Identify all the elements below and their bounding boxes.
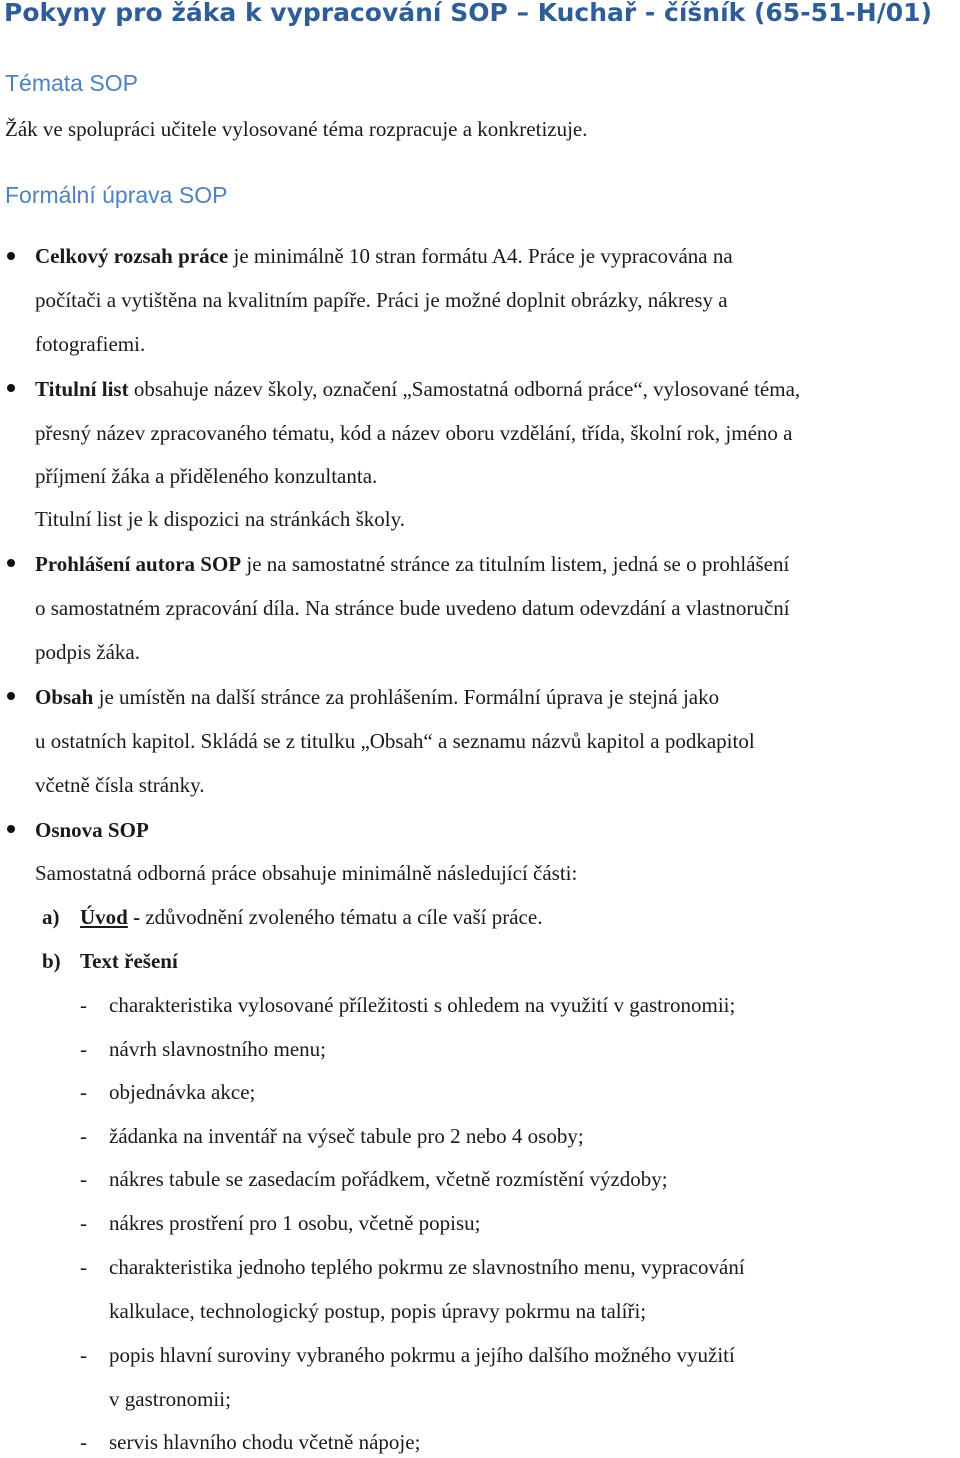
text-reseni-term: Text řešení [80,949,178,973]
titulni-line-4: Titulní list je k dispozici na stránkách školy. [35,507,406,531]
obsah-line-2: u ostatních kapitol. Skládá se z titulku „Obsah“ a seznamu názvů kapitol a podkapitol [35,729,755,753]
prohlaseni-text-1: je na samostatné stránce za titulním listem, jedná se o prohlášení [241,552,790,576]
reseni-item: nákres prostření pro 1 osobu, včetně popisu; [109,1211,481,1235]
dash-marker: - [80,1211,87,1235]
rozsah-term: Celkový rozsah práce [35,244,229,268]
document-title: Pokyny pro žáka k vypracování SOP – Kuchař - číšník (65-51-H/01) [4,0,933,27]
titulni-line-3: příjmení žáka a přiděleného konzultanta. [35,464,378,488]
list-label-b: b) [42,949,61,973]
dash-marker: - [80,1430,87,1454]
obsah-text-1: je umístěn na další stránce za prohlášením. Formální úprava je stejná jako [93,685,720,709]
bullet-icon [7,692,15,700]
dash-marker: - [80,1255,87,1279]
titulni-term: Titulní list [35,377,129,401]
rozsah-text-1: je minimálně 10 stran formátu A4. Práce je vypracována na [228,244,733,268]
bullet-icon [7,559,15,567]
titulni-line-2: přesný název zpracovaného tématu, kód a název oboru vzdělání, třída, školní rok, jméno a [35,421,793,445]
dash-marker: - [80,1167,87,1191]
uvod-separator: - [127,905,146,929]
dash-marker: - [80,1343,87,1367]
reseni-item: charakteristika jednoho teplého pokrmu ze slavnostního menu, vypracování [109,1255,745,1279]
heading-formalni: Formální úprava SOP [5,182,228,208]
reseni-item: nákres tabule se zasedacím pořádkem, včetně rozmístění výzdoby; [109,1167,668,1191]
bullet-icon [7,825,15,833]
obsah-line-3: včetně čísla stránky. [35,773,205,797]
reseni-item: žádanka na inventář na výseč tabule pro 2 nebo 4 osoby; [109,1124,584,1148]
prohlaseni-line-3: podpis žáka. [35,640,140,664]
titulni-text-1: obsahuje název školy, označení „Samostatná odborná práce“, vylosované téma, [128,377,801,401]
prohlaseni-line-1 [35,552,789,576]
dash-marker: - [80,1037,87,1061]
rozsah-line-1 [35,244,733,268]
dash-marker: - [80,1124,87,1148]
reseni-item: objednávka akce; [109,1080,256,1104]
uvod-term: Úvod [80,905,128,929]
reseni-item: návrh slavnostního menu; [109,1037,326,1061]
osnova-intro: Samostatná odborná práce obsahuje minimálně následující části: [35,861,578,885]
dash-marker: - [80,993,87,1017]
prohlaseni-line-2: o samostatném zpracování díla. Na stránce bude uvedeno datum odevzdání a vlastnoruční [35,596,790,620]
obsah-term: Obsah [35,685,94,709]
heading-temata: Témata SOP [5,70,138,96]
rozsah-line-2: počítači a vytištěna na kvalitním papíře. Práci je možné doplnit obrázky, nákresy a [35,288,728,312]
dash-marker: - [80,1080,87,1104]
obsah-line-1 [35,685,719,709]
uvod-text: zdůvodnění zvoleného tématu a cíle vaší práce. [145,905,543,929]
titulni-line-1 [35,377,800,401]
rozsah-line-3: fotografiemi. [35,332,146,356]
reseni-item: popis hlavní suroviny vybraného pokrmu a jejího dalšího možného využití [109,1343,735,1367]
list-label-a: a) [42,905,60,929]
uvod-line [80,905,542,929]
reseni-item-continued: v gastronomii; [109,1387,231,1411]
reseni-item: charakteristika vylosované příležitosti s ohledem na využití v gastronomii; [109,993,736,1017]
osnova-term: Osnova SOP [35,818,149,842]
prohlaseni-term: Prohlášení autora SOP [35,552,242,576]
reseni-item-continued: kalkulace, technologický postup, popis úpravy pokrmu na talíři; [109,1299,647,1323]
bullet-icon [7,384,15,392]
reseni-item: servis hlavního chodu včetně nápoje; [109,1430,421,1454]
bullet-icon [7,252,15,260]
temata-text: Žák ve spolupráci učitele vylosované téma rozpracuje a konkretizuje. [5,117,588,141]
